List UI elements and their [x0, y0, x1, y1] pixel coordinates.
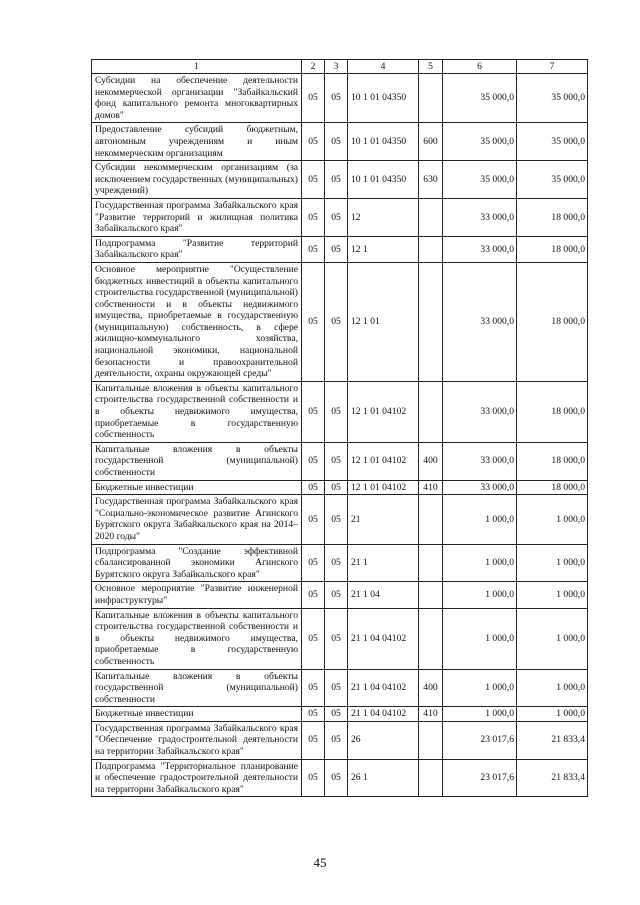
subsection-code-cell: 05: [325, 198, 348, 236]
row-name-cell: Капитальные вложения в объекты капитального строительства государственной собственности и в объекты недвижимого имущества, приобретаемые в государственную собственность: [92, 608, 302, 669]
amount-year2-cell: 1 000,0: [517, 707, 588, 722]
section-code-cell: 05: [302, 707, 325, 722]
amount-year2-cell: 35 000,0: [517, 74, 588, 123]
table-row: [92, 161, 588, 199]
section-code-cell: 05: [302, 608, 325, 669]
row-name-cell: Капитальные вложения в объекты государственной (муниципальной) собственности: [92, 442, 302, 480]
section-code-cell: 05: [302, 198, 325, 236]
row-name-cell: Государственная программа Забайкальского края "Обеспечение градостроительной деятельности на территории Забайкальского края": [92, 721, 302, 759]
amount-year2-cell: 18 000,0: [517, 480, 588, 495]
header-cell-1: 1: [92, 60, 302, 74]
target-article-cell: 21 1 04 04102: [348, 707, 419, 722]
table-row: [92, 442, 588, 480]
row-name-cell: Субсидии некоммерческим организациям (за исключением государственных (муниципальных) учреждений): [92, 161, 302, 199]
expense-type-cell: [419, 759, 443, 797]
section-code-cell: 05: [302, 544, 325, 582]
amount-year2-cell: 35 000,0: [517, 123, 588, 161]
target-article-cell: 10 1 01 04350: [348, 161, 419, 199]
subsection-code-cell: 05: [325, 442, 348, 480]
table-row: [92, 74, 588, 123]
subsection-code-cell: 05: [325, 544, 348, 582]
table-row: [92, 480, 588, 495]
budget-table-body: [92, 60, 588, 797]
expense-type-cell: 400: [419, 442, 443, 480]
subsection-code-cell: 05: [325, 74, 348, 123]
section-code-cell: 05: [302, 262, 325, 381]
expense-type-cell: [419, 544, 443, 582]
amount-year1-cell: 35 000,0: [443, 161, 517, 199]
section-code-cell: 05: [302, 582, 325, 608]
subsection-code-cell: 05: [325, 381, 348, 442]
header-cell-6: 6: [443, 60, 517, 74]
amount-year1-cell: 1 000,0: [443, 495, 517, 544]
section-code-cell: 05: [302, 721, 325, 759]
section-code-cell: 05: [302, 381, 325, 442]
page-number: 45: [313, 855, 327, 870]
amount-year1-cell: 33 000,0: [443, 442, 517, 480]
subsection-code-cell: 05: [325, 669, 348, 707]
target-article-cell: 21: [348, 495, 419, 544]
subsection-code-cell: 05: [325, 236, 348, 262]
section-code-cell: 05: [302, 123, 325, 161]
section-code-cell: 05: [302, 759, 325, 797]
amount-year2-cell: 21 833,4: [517, 721, 588, 759]
target-article-cell: 21 1 04 04102: [348, 669, 419, 707]
amount-year2-cell: 18 000,0: [517, 262, 588, 381]
amount-year2-cell: 35 000,0: [517, 161, 588, 199]
header-cell-5: 5: [419, 60, 443, 74]
row-name-cell: Подпрограмма "Развитие территорий Забайкальского края": [92, 236, 302, 262]
section-code-cell: 05: [302, 236, 325, 262]
expense-type-cell: [419, 262, 443, 381]
expense-type-cell: [419, 74, 443, 123]
amount-year1-cell: 35 000,0: [443, 123, 517, 161]
section-code-cell: 05: [302, 74, 325, 123]
expense-type-cell: 630: [419, 161, 443, 199]
amount-year1-cell: 1 000,0: [443, 669, 517, 707]
row-name-cell: Предоставление субсидий бюджетным, автономным учреждениям и иным некоммерческим организациям: [92, 123, 302, 161]
amount-year2-cell: 18 000,0: [517, 198, 588, 236]
amount-year1-cell: 33 000,0: [443, 480, 517, 495]
table-row: [92, 495, 588, 544]
target-article-cell: 21 1 04 04102: [348, 608, 419, 669]
row-name-cell: Основное мероприятие "Развитие инженерной инфраструктуры": [92, 582, 302, 608]
row-name-cell: Бюджетные инвестиции: [92, 480, 302, 495]
table-row: [92, 721, 588, 759]
subsection-code-cell: 05: [325, 480, 348, 495]
amount-year2-cell: 18 000,0: [517, 236, 588, 262]
expense-type-cell: [419, 198, 443, 236]
row-name-cell: Подпрограмма "Территориальное планирование и обеспечение градостроительной деятельности на территории Забайкальского края": [92, 759, 302, 797]
table-row: [92, 123, 588, 161]
subsection-code-cell: 05: [325, 161, 348, 199]
table-row: [92, 707, 588, 722]
expense-type-cell: 400: [419, 669, 443, 707]
table-row: [92, 262, 588, 381]
subsection-code-cell: 05: [325, 759, 348, 797]
table-row: [92, 582, 588, 608]
amount-year2-cell: 1 000,0: [517, 495, 588, 544]
amount-year1-cell: 33 000,0: [443, 236, 517, 262]
subsection-code-cell: 05: [325, 262, 348, 381]
subsection-code-cell: 05: [325, 123, 348, 161]
target-article-cell: 21 1: [348, 544, 419, 582]
section-code-cell: 05: [302, 669, 325, 707]
row-name-cell: Капитальные вложения в объекты государственной (муниципальной) собственности: [92, 669, 302, 707]
header-cell-3: 3: [325, 60, 348, 74]
section-code-cell: 05: [302, 161, 325, 199]
amount-year1-cell: 1 000,0: [443, 544, 517, 582]
table-header-row: [92, 60, 588, 74]
amount-year1-cell: 1 000,0: [443, 707, 517, 722]
row-name-cell: Бюджетные инвестиции: [92, 707, 302, 722]
subsection-code-cell: 05: [325, 707, 348, 722]
row-name-cell: Государственная программа Забайкальского края "Социально-экономическое развитие Агинского Бурятского округа Забайкальского края на 2014–2020 годы": [92, 495, 302, 544]
target-article-cell: 12 1 01 04102: [348, 480, 419, 495]
header-cell-4: 4: [348, 60, 419, 74]
amount-year1-cell: 1 000,0: [443, 582, 517, 608]
target-article-cell: 21 1 04: [348, 582, 419, 608]
target-article-cell: 26 1: [348, 759, 419, 797]
amount-year1-cell: 33 000,0: [443, 381, 517, 442]
amount-year1-cell: 35 000,0: [443, 74, 517, 123]
row-name-cell: Подпрограмма "Создание эффективной сбалансированной экономики Агинского Бурятского округа Забайкальского края": [92, 544, 302, 582]
section-code-cell: 05: [302, 442, 325, 480]
table-row: [92, 544, 588, 582]
subsection-code-cell: 05: [325, 608, 348, 669]
table-row: [92, 669, 588, 707]
target-article-cell: 10 1 01 04350: [348, 74, 419, 123]
amount-year1-cell: 33 000,0: [443, 262, 517, 381]
amount-year2-cell: 1 000,0: [517, 544, 588, 582]
target-article-cell: 12 1: [348, 236, 419, 262]
amount-year2-cell: 1 000,0: [517, 669, 588, 707]
target-article-cell: 12: [348, 198, 419, 236]
header-cell-7: 7: [517, 60, 588, 74]
target-article-cell: 12 1 01: [348, 262, 419, 381]
amount-year1-cell: 23 017,6: [443, 759, 517, 797]
row-name-cell: Субсидии на обеспечение деятельности некоммерческой организации "Забайкальский фонд капитального ремонта многоквартирных домов": [92, 74, 302, 123]
expense-type-cell: [419, 721, 443, 759]
target-article-cell: 12 1 01 04102: [348, 442, 419, 480]
expense-type-cell: [419, 582, 443, 608]
target-article-cell: 12 1 01 04102: [348, 381, 419, 442]
table-row: [92, 198, 588, 236]
expense-type-cell: 600: [419, 123, 443, 161]
expense-type-cell: [419, 608, 443, 669]
amount-year2-cell: 1 000,0: [517, 582, 588, 608]
expense-type-cell: [419, 381, 443, 442]
amount-year2-cell: 21 833,4: [517, 759, 588, 797]
section-code-cell: 05: [302, 495, 325, 544]
target-article-cell: 26: [348, 721, 419, 759]
section-code-cell: 05: [302, 480, 325, 495]
subsection-code-cell: 05: [325, 582, 348, 608]
amount-year1-cell: 1 000,0: [443, 608, 517, 669]
row-name-cell: Государственная программа Забайкальского края "Развитие территорий и жилищная политика Забайкальского края": [92, 198, 302, 236]
table-row: [92, 759, 588, 797]
expense-type-cell: [419, 236, 443, 262]
table-row: [92, 236, 588, 262]
expense-type-cell: 410: [419, 707, 443, 722]
expense-type-cell: 410: [419, 480, 443, 495]
row-name-cell: Основное мероприятие "Осуществление бюджетных инвестиций в объекты капитального строительства государственной (муниципальной) собственности и в объекты недвижимого имущества, приобретаемые в государственную (муниципальную) собственность, в сфере жилищно-коммунального хозяйства, национальной экономики, национальной безопасности и правоохранительной деятельности, охраны окружающей среды": [92, 262, 302, 381]
table-row: [92, 608, 588, 669]
amount-year2-cell: 18 000,0: [517, 381, 588, 442]
row-name-cell: Капитальные вложения в объекты капитального строительства государственной собственности и в объекты недвижимого имущества, приобретаемые в государственную собственность: [92, 381, 302, 442]
amount-year2-cell: 18 000,0: [517, 442, 588, 480]
subsection-code-cell: 05: [325, 721, 348, 759]
header-cell-2: 2: [302, 60, 325, 74]
amount-year1-cell: 33 000,0: [443, 198, 517, 236]
subsection-code-cell: 05: [325, 495, 348, 544]
amount-year1-cell: 23 017,6: [443, 721, 517, 759]
target-article-cell: 10 1 01 04350: [348, 123, 419, 161]
table-row: [92, 381, 588, 442]
amount-year2-cell: 1 000,0: [517, 608, 588, 669]
expense-type-cell: [419, 495, 443, 544]
budget-table: [91, 59, 588, 797]
